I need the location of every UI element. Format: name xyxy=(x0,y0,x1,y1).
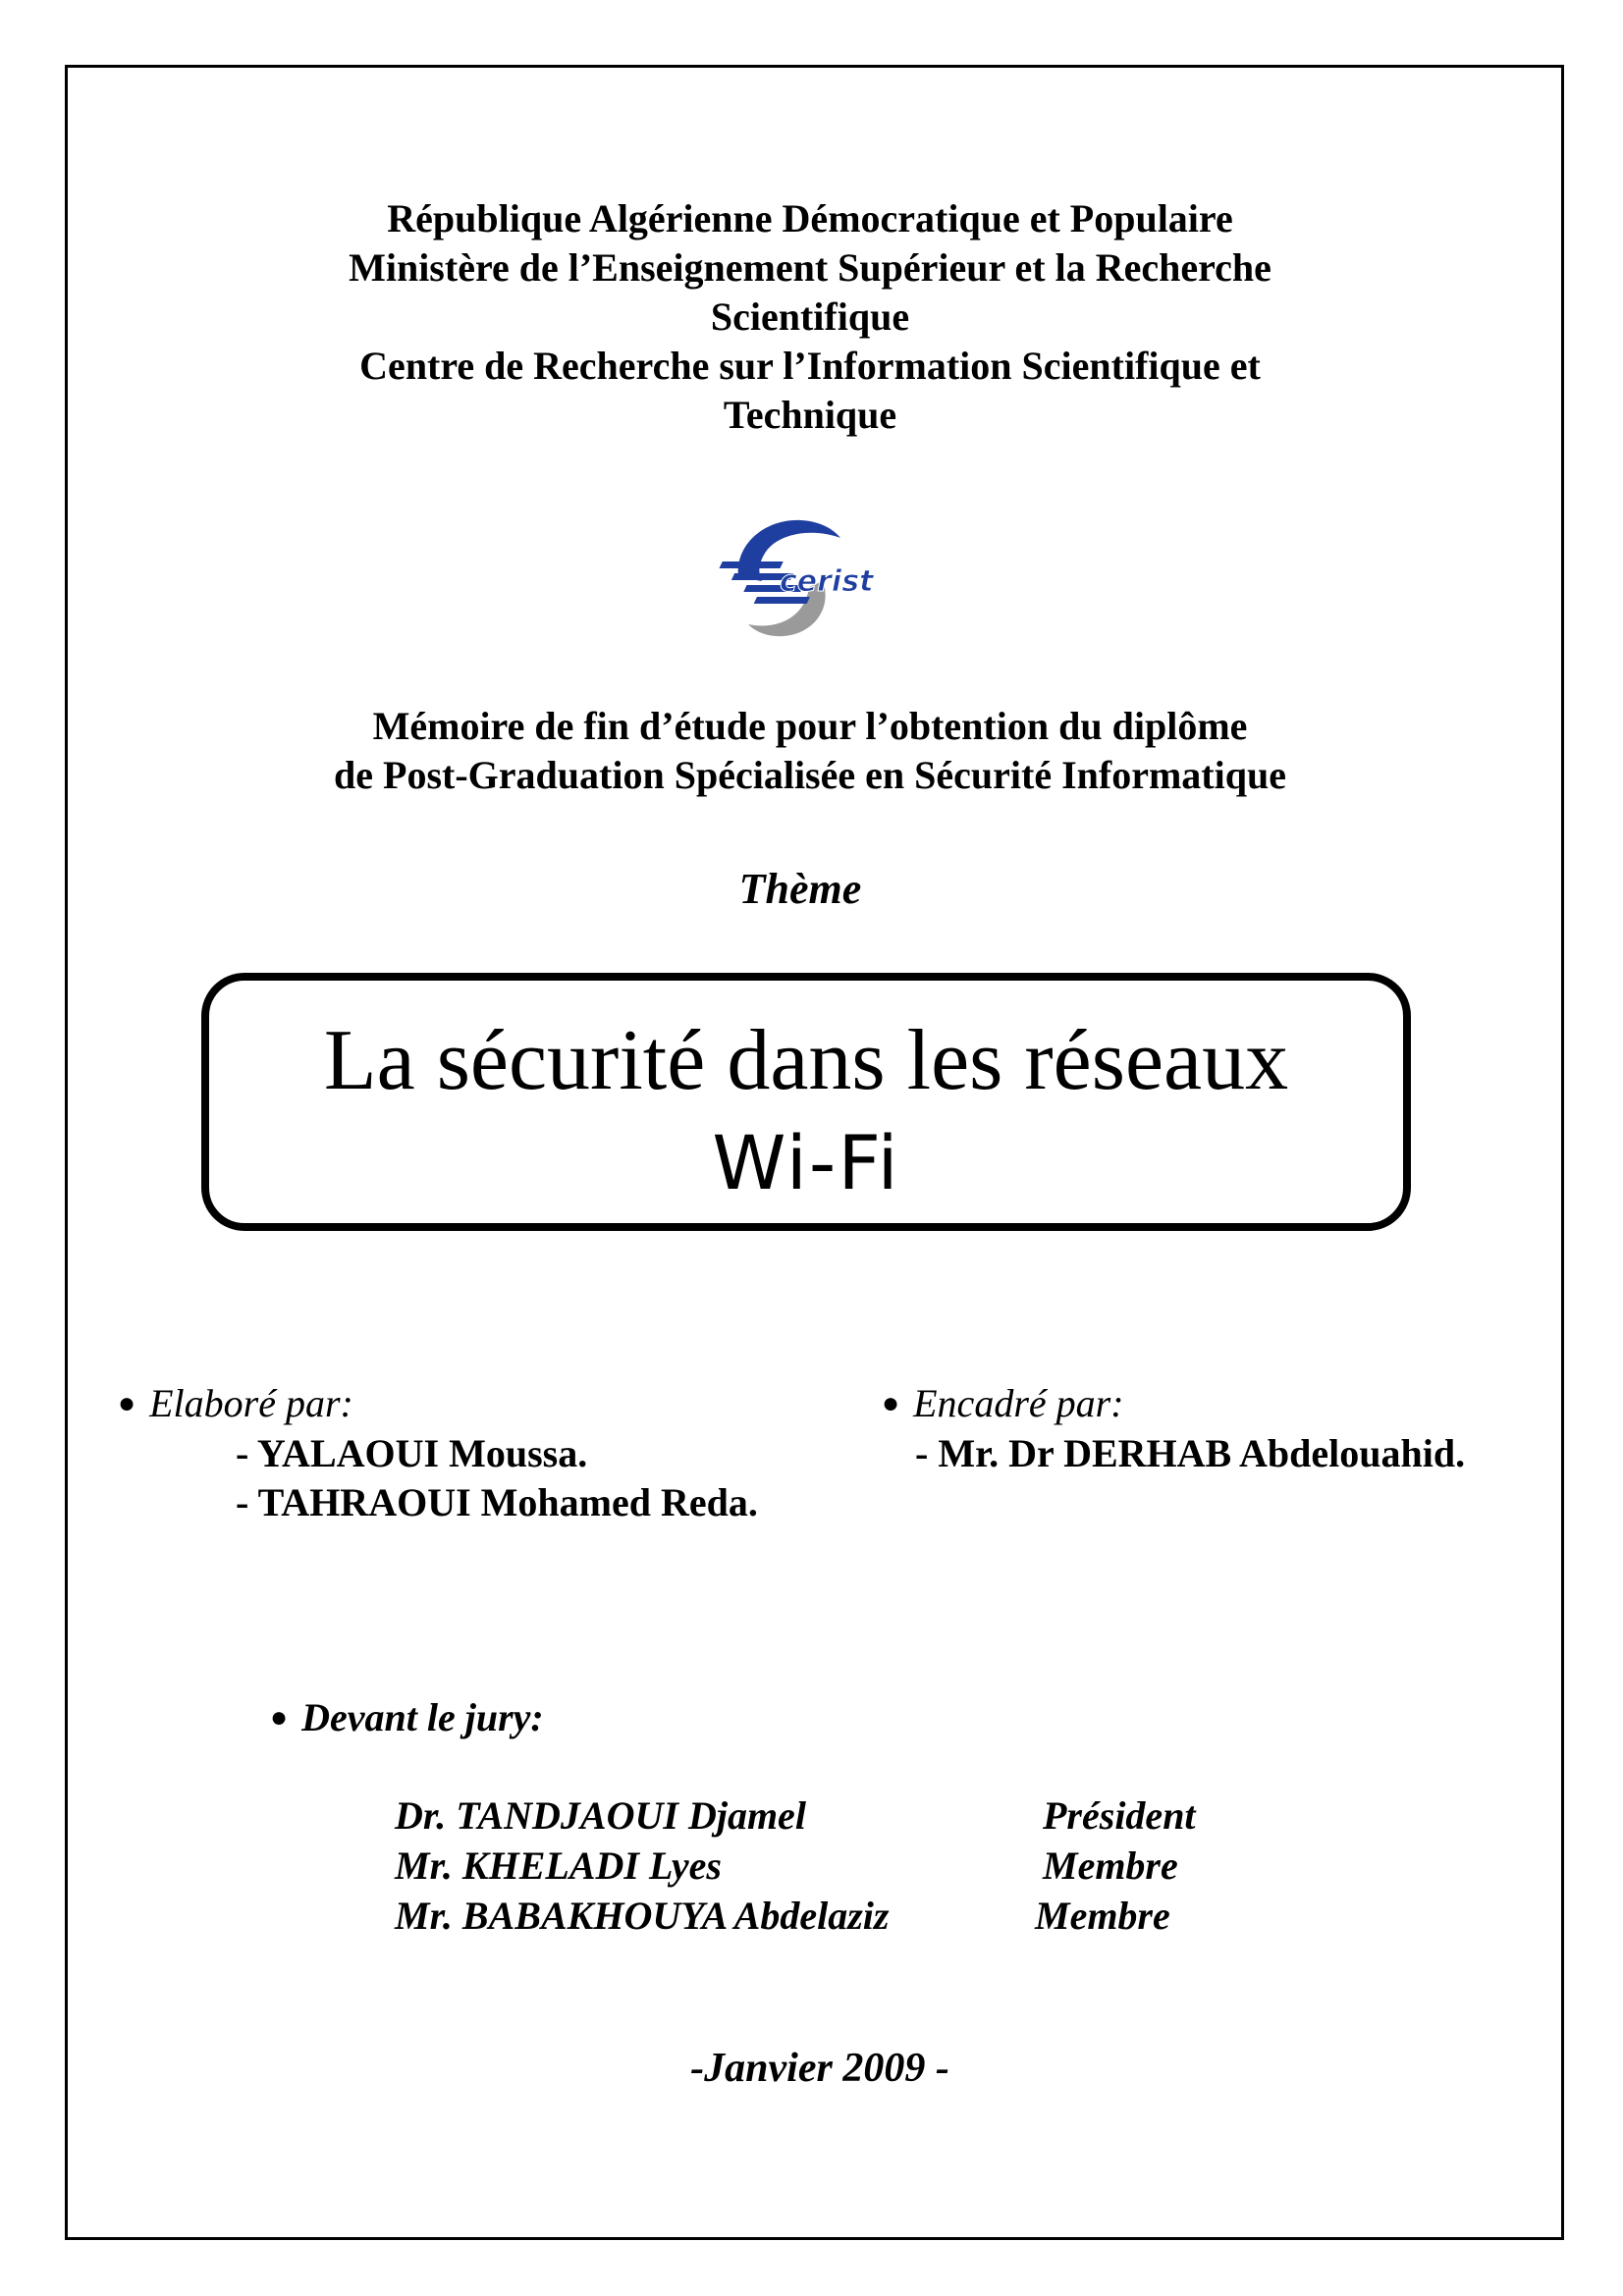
title-box xyxy=(201,973,1411,1231)
encadre-heading xyxy=(882,1379,1124,1428)
title-line-2: Wi-Fi xyxy=(712,1119,900,1206)
header-line-ministry-cont: Scientifique xyxy=(710,294,910,339)
elabore-names xyxy=(236,1429,758,1527)
memoire-line-1: Mémoire de fin d’étude pour l’obtention du diplôme xyxy=(372,704,1248,748)
jury-member-role: Président xyxy=(1043,1793,1196,1838)
bullet-icon: ● xyxy=(882,1387,900,1419)
jury-member-name: Mr. BABAKHOUYA Abdelaziz xyxy=(395,1894,890,1938)
elabore-heading xyxy=(118,1379,353,1428)
supervisor-1: - Mr. Dr DERHAB Abdelouahid. xyxy=(915,1431,1466,1475)
author-2: - TAHRAOUI Mohamed Reda. xyxy=(236,1480,758,1524)
institution-header xyxy=(157,194,1463,440)
jury-member-name: Dr. TANDJAOUI Djamel xyxy=(395,1793,806,1838)
jury-heading xyxy=(270,1693,544,1742)
title-line-1: La sécurité dans les réseaux xyxy=(323,1013,1289,1108)
memoire-line-2: de Post-Graduation Spécialisée en Sécurité Informatique xyxy=(334,753,1286,797)
theme-label: Thème xyxy=(738,865,862,913)
jury-heading-label: Devant le jury: xyxy=(301,1695,544,1739)
header-line-ministry: Ministère de l’Enseignement Supérieur et la Recherche xyxy=(349,245,1271,290)
jury-member-name: Mr. KHELADI Lyes xyxy=(395,1843,722,1888)
jury-member-role: Membre xyxy=(1043,1843,1178,1888)
header-line-republic: République Algérienne Démocratique et Populaire xyxy=(387,196,1233,240)
elabore-heading-label: Elaboré par: xyxy=(149,1381,353,1425)
encadre-heading-label: Encadré par: xyxy=(913,1381,1124,1425)
header-line-center: Centre de Recherche sur l’Information Scientifique et xyxy=(359,344,1261,388)
author-1: - YALAOUI Moussa. xyxy=(236,1431,588,1475)
logo-stripe-1 xyxy=(719,561,783,568)
encadre-names xyxy=(915,1429,1465,1478)
logo-text: cerist xyxy=(780,564,874,599)
memoire-description xyxy=(157,702,1463,800)
cerist-logo xyxy=(707,510,903,648)
bullet-icon: ● xyxy=(270,1701,289,1734)
jury-member-role: Membre xyxy=(1035,1894,1170,1938)
date-line: -Janvier 2009 - xyxy=(690,2046,949,2091)
header-line-center-cont: Technique xyxy=(723,393,897,437)
bullet-icon: ● xyxy=(118,1387,136,1419)
